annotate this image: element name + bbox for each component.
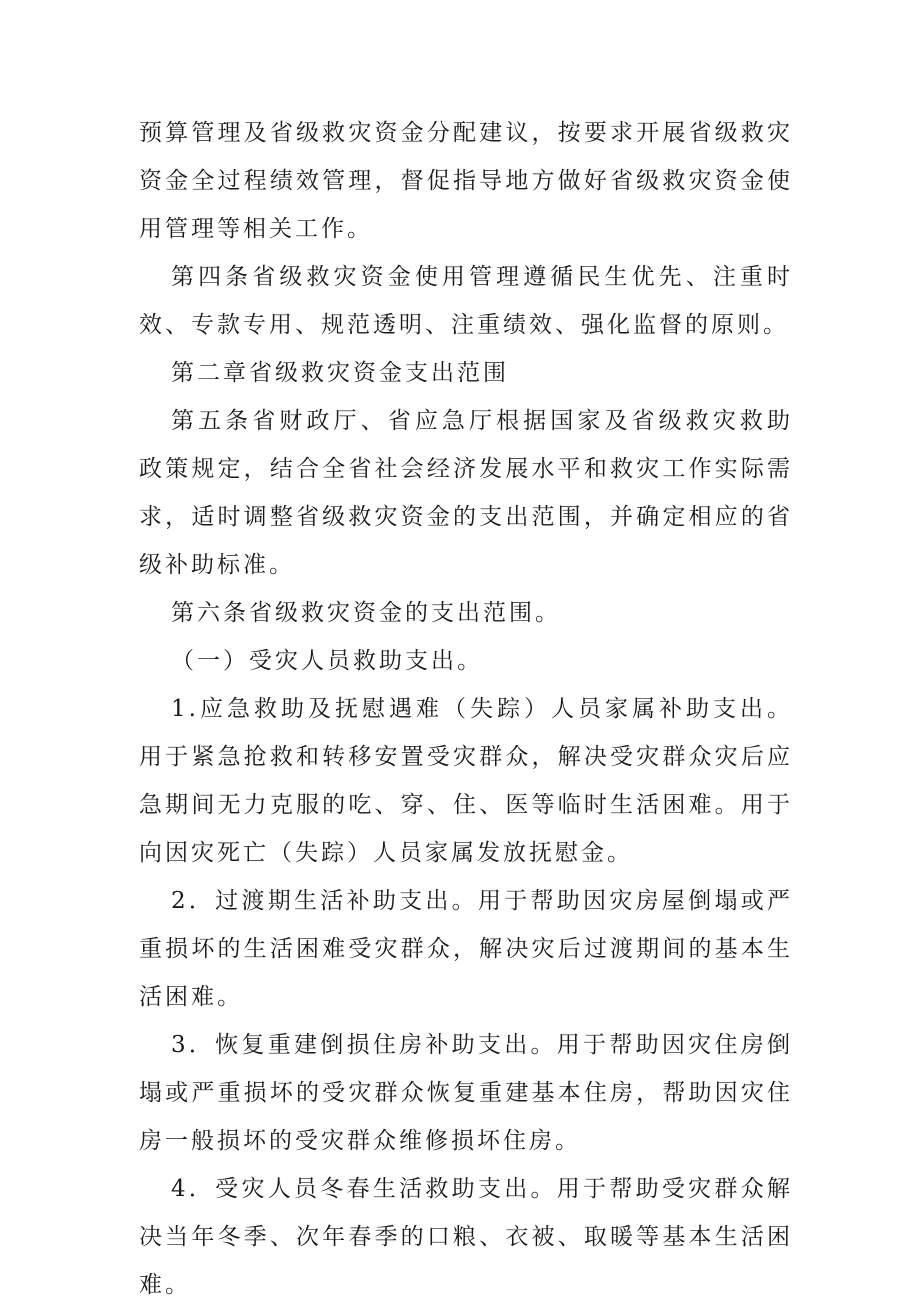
list-item-2: 2．过渡期生活补助支出。用于帮助因灾房屋倒塌或严重损坏的生活困难受灾群众，解决灾后过渡期间的基本生活困难。 bbox=[139, 888, 793, 1010]
list-item-3: 3．恢复重建倒损住房补助支出。用于帮助因灾住房倒塌或严重损坏的受灾群众恢复重建基本住房，帮助因灾住房一般损坏的受灾群众维修损坏住房。 bbox=[139, 1032, 793, 1154]
chapter-2-heading: 第二章省级救灾资金支出范围 bbox=[171, 360, 509, 386]
paragraph-budget-management: 预算管理及省级救灾资金分配建议，按要求开展省级救灾资金全过程绩效管理，督促指导地方做好省级救灾资金使用管理等相关工作。 bbox=[139, 120, 793, 242]
paragraph-article-5: 第五条省财政厅、省应急厅根据国家及省级救灾救助政策规定，结合全省社会经济发展水平和救灾工作实际需求，适时调整省级救灾资金的支出范围，并确定相应的省级补助标准。 bbox=[139, 408, 793, 578]
paragraph-article-4: 第四条省级救灾资金使用管理遵循民生优先、注重时效、专款专用、规范透明、注重绩效、强化监督的原则。 bbox=[139, 264, 793, 338]
section-1-heading: （一）受灾人员救助支出。 bbox=[171, 648, 483, 674]
paragraph-article-6: 第六条省级救灾资金的支出范围。 bbox=[171, 600, 561, 626]
list-item-1: 1.应急救助及抚慰遇难（失踪）人员家属补助支出。用于紧急抢救和转移安置受灾群众，解决受灾群众灾后应急期间无力克服的吃、穿、住、医等临时生活困难。用于向因灾死亡（失踪）人员家属发放抚慰金。 bbox=[139, 696, 793, 866]
list-item-4: 4．受灾人员冬春生活救助支出。用于帮助受灾群众解决当年冬季、次年春季的口粮、衣被、取暖等基本生活困难。 bbox=[139, 1176, 793, 1298]
document-body bbox=[139, 109, 793, 1309]
